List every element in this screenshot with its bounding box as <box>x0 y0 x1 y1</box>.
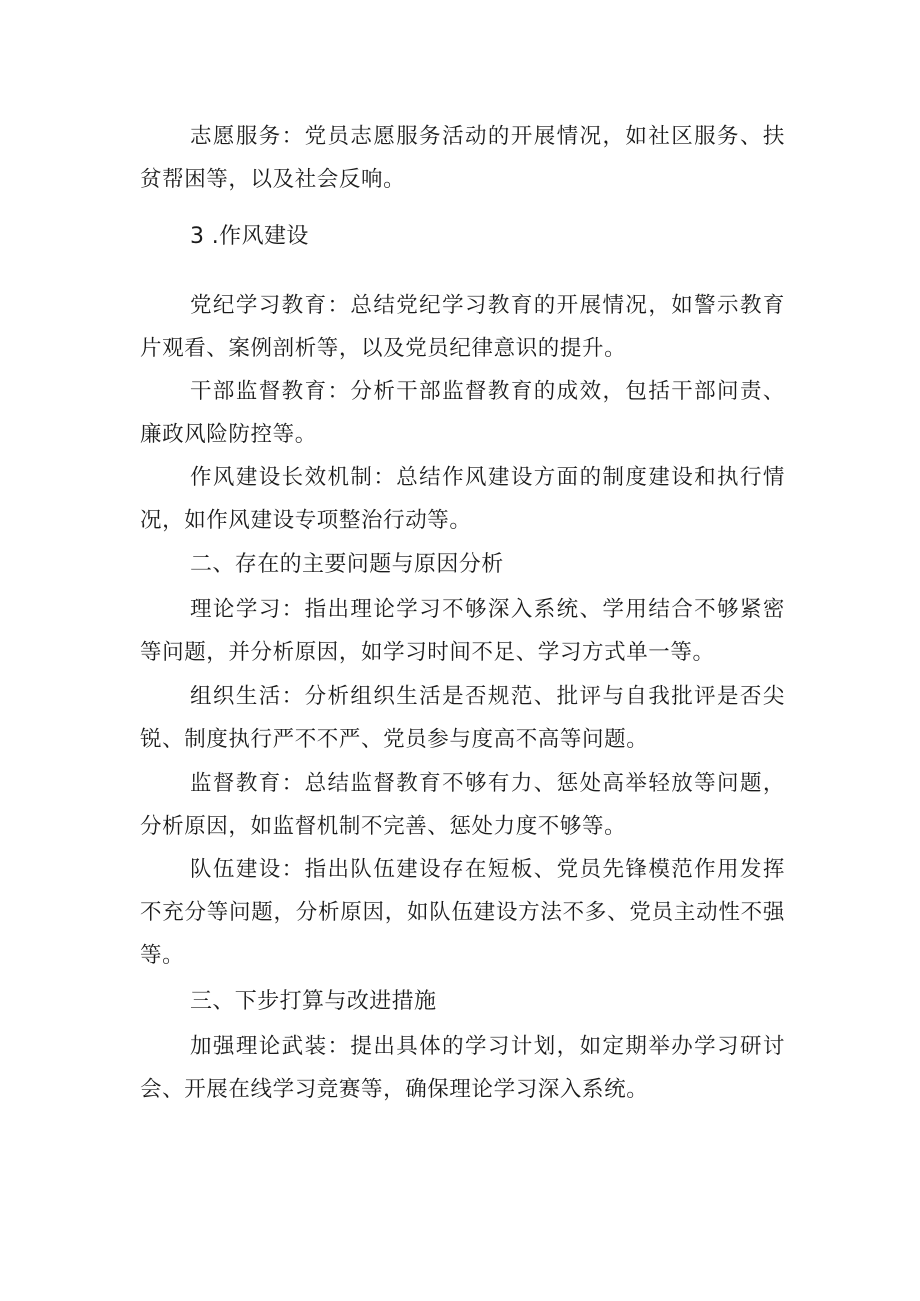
paragraph-long-term-mechanism: 作风建设长效机制：总结作风建设方面的制度建设和执行情况，如作风建设专项整治行动等。 <box>140 465 785 533</box>
paragraph-organizational-life: 组织生活：分析组织生活是否规范、批评与自我批评是否尖锐、制度执行严不不严、党员参与度高不高等问题。 <box>140 684 785 752</box>
paragraph-theory-study: 理论学习：指出理论学习不够深入系统、学用结合不够紧密等问题，并分析原因，如学习时间不足、学习方式单一等。 <box>140 597 785 665</box>
paragraph-discipline-education: 党纪学习教育：总结党纪学习教育的开展情况，如警示教育片观看、案例剖析等，以及党员纪律意识的提升。 <box>140 293 785 361</box>
paragraph-volunteer-service: 志愿服务：党员志愿服务活动的开展情况，如社区服务、扶贫帮困等，以及社会反响。 <box>140 124 785 192</box>
heading-next-steps: 三、下步打算与改进措施 <box>190 989 437 1014</box>
heading-style-building: 3 .作风建设 <box>190 224 309 249</box>
heading-problems-analysis: 二、存在的主要问题与原因分析 <box>190 552 504 577</box>
paragraph-supervision-education: 监督教育：总结监督教育不够有力、惩处高举轻放等问题，分析原因，如监督机制不完善、惩处力度不够等。 <box>140 771 785 839</box>
paragraph-team-building: 队伍建设：指出队伍建设存在短板、党员先锋模范作用发挥不充分等问题，分析原因，如队伍建设方法不多、党员主动性不强等。 <box>140 857 785 968</box>
paragraph-theory-arming: 加强理论武装：提出具体的学习计划，如定期举办学习研讨会、开展在线学习竞赛等，确保理论学习深入系统。 <box>140 1034 785 1102</box>
paragraph-cadre-supervision: 干部监督教育：分析干部监督教育的成效，包括干部问责、廉政风险防控等。 <box>140 379 785 447</box>
